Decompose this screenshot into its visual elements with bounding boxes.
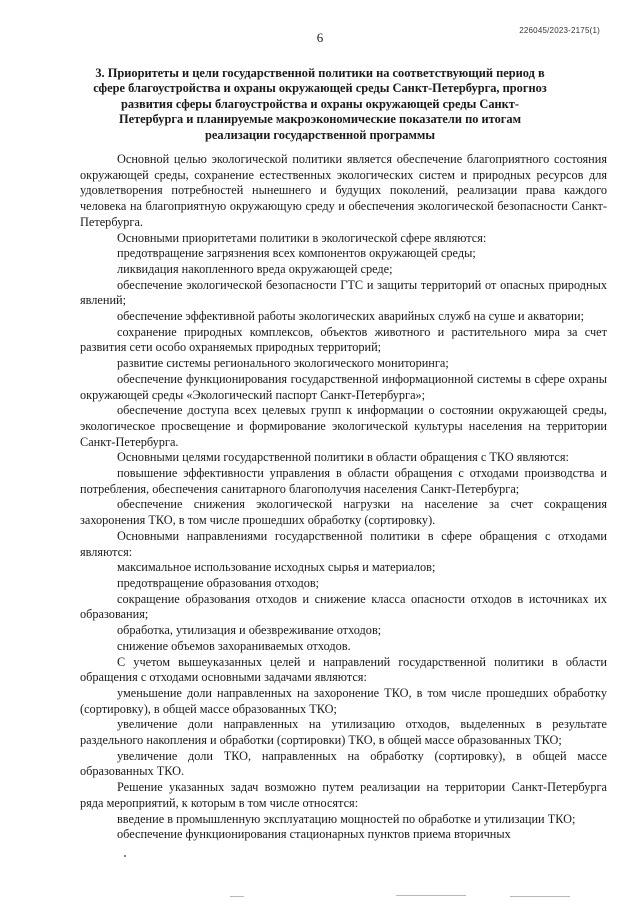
list-item: снижение объемов захораниваемых отходов. [117,638,351,653]
list-item: ликвидация накопленного вреда окружающей среде; [117,261,393,276]
list-item: предотвращение образования отходов; [117,575,320,590]
paragraph: Основными целями государственной политики в области обращения с ТКО являются: [117,450,569,465]
scan-artifact [124,855,126,857]
paragraph: Основными приоритетами политики в экологической сфере являются: [117,230,487,245]
list-item: предотвращение загрязнения всех компонентов окружающей среды; [117,246,476,261]
list-item: повышение эффективности управления в области обращения с отходами производства и потребления, обеспечения санитарного благополучия населения Санкт-Петербурга; [80,466,607,496]
list-item: обеспечение функционирования государственной информационной системы в сфере охраны окружающей среды «Экологический паспорт Санкт-Петербурга»; [80,371,607,402]
list-item: обработка, утилизация и обезвреживание отходов; [117,623,382,638]
list-item: обеспечение снижения экологической нагрузки на население за счет сокращения захоронения ТКО, в том числе прошедших обработку (сортировку). [80,497,607,528]
list-item: сокращение образования отходов и снижение класса опасности отходов в источниках их образования; [80,591,607,622]
document-registration-number: 226045/2023-2175(1) [519,26,600,35]
scan-artifact [230,896,244,897]
page-number: 6 [316,30,324,45]
list-item: увеличение доли направленных на утилизацию отходов, выделенных в результате раздельного накопления и обработки (сортировки) ТКО, в общей массе образованных ТКО; [80,717,607,748]
list-item: уменьшение доли направленных на захоронение ТКО, в том числе прошедших обработку (сортировку), в общей массе образованных ТКО; [80,685,607,716]
list-item: увеличение доли ТКО, направленных на обработку (сортировку), в общей массе образованных ТКО. [80,748,607,779]
list-item: введение в промышленную эксплуатацию мощностей по обработке и утилизации ТКО; [117,811,576,826]
scan-artifact [396,895,466,896]
list-item: сохранение природных комплексов, объектов животного и растительного мира за счет развития сети особо охраняемых природных территорий; [80,324,607,355]
paragraph: Решение указанных задач возможно путем реализации на территории Санкт-Петербурга ряда мероприятий, к которым в том числе относятся: [80,780,607,810]
paragraph: Основными направлениями государственной политики в сфере обращения с отходами являются: [80,528,607,559]
document-body [80,152,607,843]
scan-artifact [510,896,570,897]
list-item: максимальное использование исходных сырья и материалов; [117,560,436,575]
list-item: обеспечение эффективной работы экологических аварийных служб на суше и акватории; [117,309,584,324]
list-item: обеспечение функционирования стационарных пунктов приема вторичных [117,827,511,842]
paragraph: С учетом вышеуказанных целей и направлений государственной политики в области обращения с отходами основными задачами являются: [80,654,607,685]
list-item: обеспечение доступа всех целевых групп к информации о состоянии окружающей среды, экологическое просвещение и формирование экологической культуры населения на территории Санкт-Петербурга. [80,403,607,449]
list-item: развитие системы регионального экологического мониторинга; [117,356,449,371]
paragraph: Основной целью экологической политики является обеспечение благоприятного состояния окружающей среды, сохранение естественных экологических систем и природных ресурсов для удовлетворения потребностей нынешнего и будущих поколений, реализации права каждого человека на благоприятную окружающую среду и обеспечения экологической безопасности Санкт-Петербурга. [80,152,607,229]
list-item: обеспечение экологической безопасности ГТС и защиты территорий от опасных природных явлений; [80,277,607,308]
section-heading: 3. Приоритеты и цели государственной политики на соответствующий период в сфере благоустройства и охраны окружающей среды Санкт-Петербурга, прогноз развития сферы благоустройства и охраны окружающей среды Санкт-Петербурга и планируемые макроэкономические показатели по итогам реализации государственной программы [93,66,547,142]
